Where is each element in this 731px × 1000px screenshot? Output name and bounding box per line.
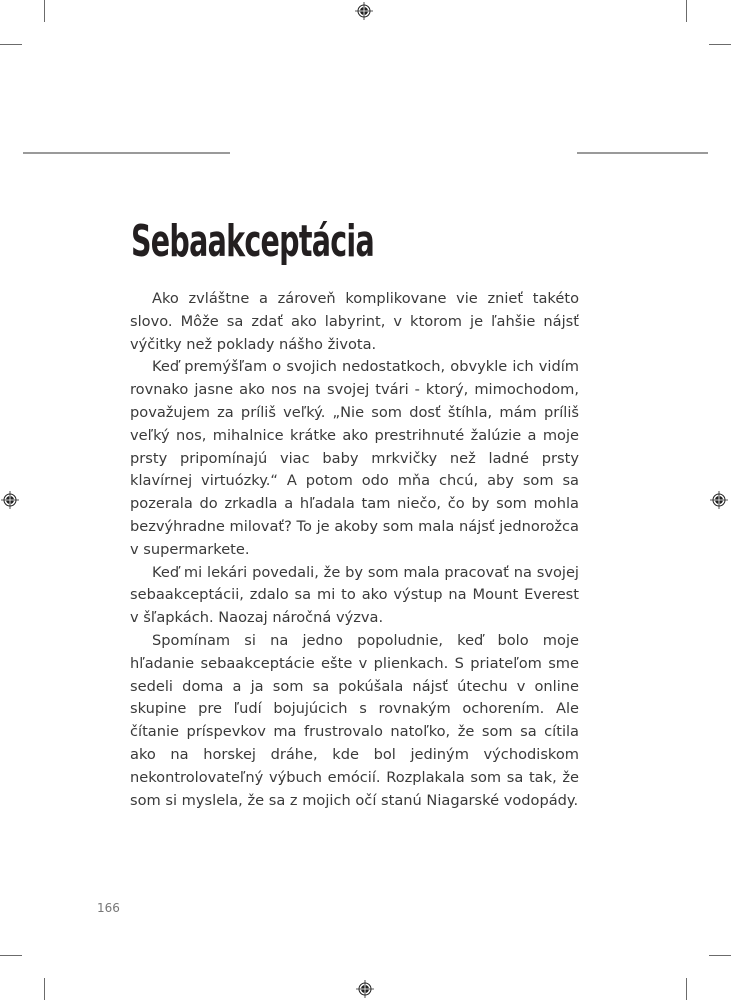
page-number: 166: [97, 901, 120, 915]
registration-mark-top-icon: [355, 2, 373, 20]
crop-mark-bottom-left-horizontal: [0, 955, 22, 956]
registration-mark-left-icon: [1, 491, 19, 509]
crop-mark-top-right-horizontal: [709, 44, 731, 45]
paragraph: Keď mi lekári povedali, že by som mala pracovať na svojej sebaakceptácii, zdalo sa mi to ako výstup na Mount Everest v šľapkách. Naozaj náročná výzva.: [130, 563, 579, 627]
paragraph: Spomínam si na jedno popoludnie, keď bolo moje hľadanie sebaakceptácie ešte v plienkach. S priateľom sme sedeli doma a ja som sa pokúšala nájsť útechu v online skupine pre ľudí bojujúcich s rovnakým ochorením. Ale čítanie príspevkov ma frustrovalo natoľko, že som sa cítila ako na horskej dráhe, kde bol jediným východiskom nekontrolovateľný výbuch emócií. Rozplakala som sa tak, že som si myslela, že sa z mojich očí stanú Niagarské vodopády.: [130, 631, 579, 809]
paragraph: Ako zvláštne a zároveň komplikovane vie znieť takéto slovo. Môže sa zdať ako labyrint, v ktorom je ľahšie nájsť výčitky než poklady nášho života.: [130, 290, 579, 353]
chapter-title: Sebaakceptácia: [131, 216, 374, 267]
header-rule-right: [577, 152, 708, 154]
crop-mark-top-left-vertical: [44, 0, 45, 22]
registration-mark-right-icon: [710, 491, 728, 509]
body-text: [130, 288, 579, 812]
crop-mark-bottom-right-horizontal: [709, 955, 731, 956]
paragraph: Keď premýšľam o svojich nedostatkoch, obvykle ich vidím rovnako jasne ako nos na svojej tvári - ktorý, mimochodom, považujem za príliš veľký. „Nie som dosť štíhla, mám príliš veľký nos, mihalnice krátke ako prestrihnuté žalúzie a moje prsty pripomínajú viac baby mrkvičky než ladné prsty klavírnej virtuózky.“ A potom odo mňa chcú, aby som sa pozerala do zrkadla a hľadala tam niečo, čo by som mohla bezvýhradne milovať? To je akoby som mala nájsť jednorožca v supermarkete.: [130, 358, 579, 558]
crop-mark-top-right-vertical: [686, 0, 687, 22]
crop-mark-top-left-horizontal: [0, 44, 22, 45]
crop-mark-bottom-right-vertical: [686, 978, 687, 1000]
header-rule-left: [23, 152, 230, 154]
registration-mark-bottom-icon: [356, 980, 374, 998]
crop-mark-bottom-left-vertical: [44, 978, 45, 1000]
